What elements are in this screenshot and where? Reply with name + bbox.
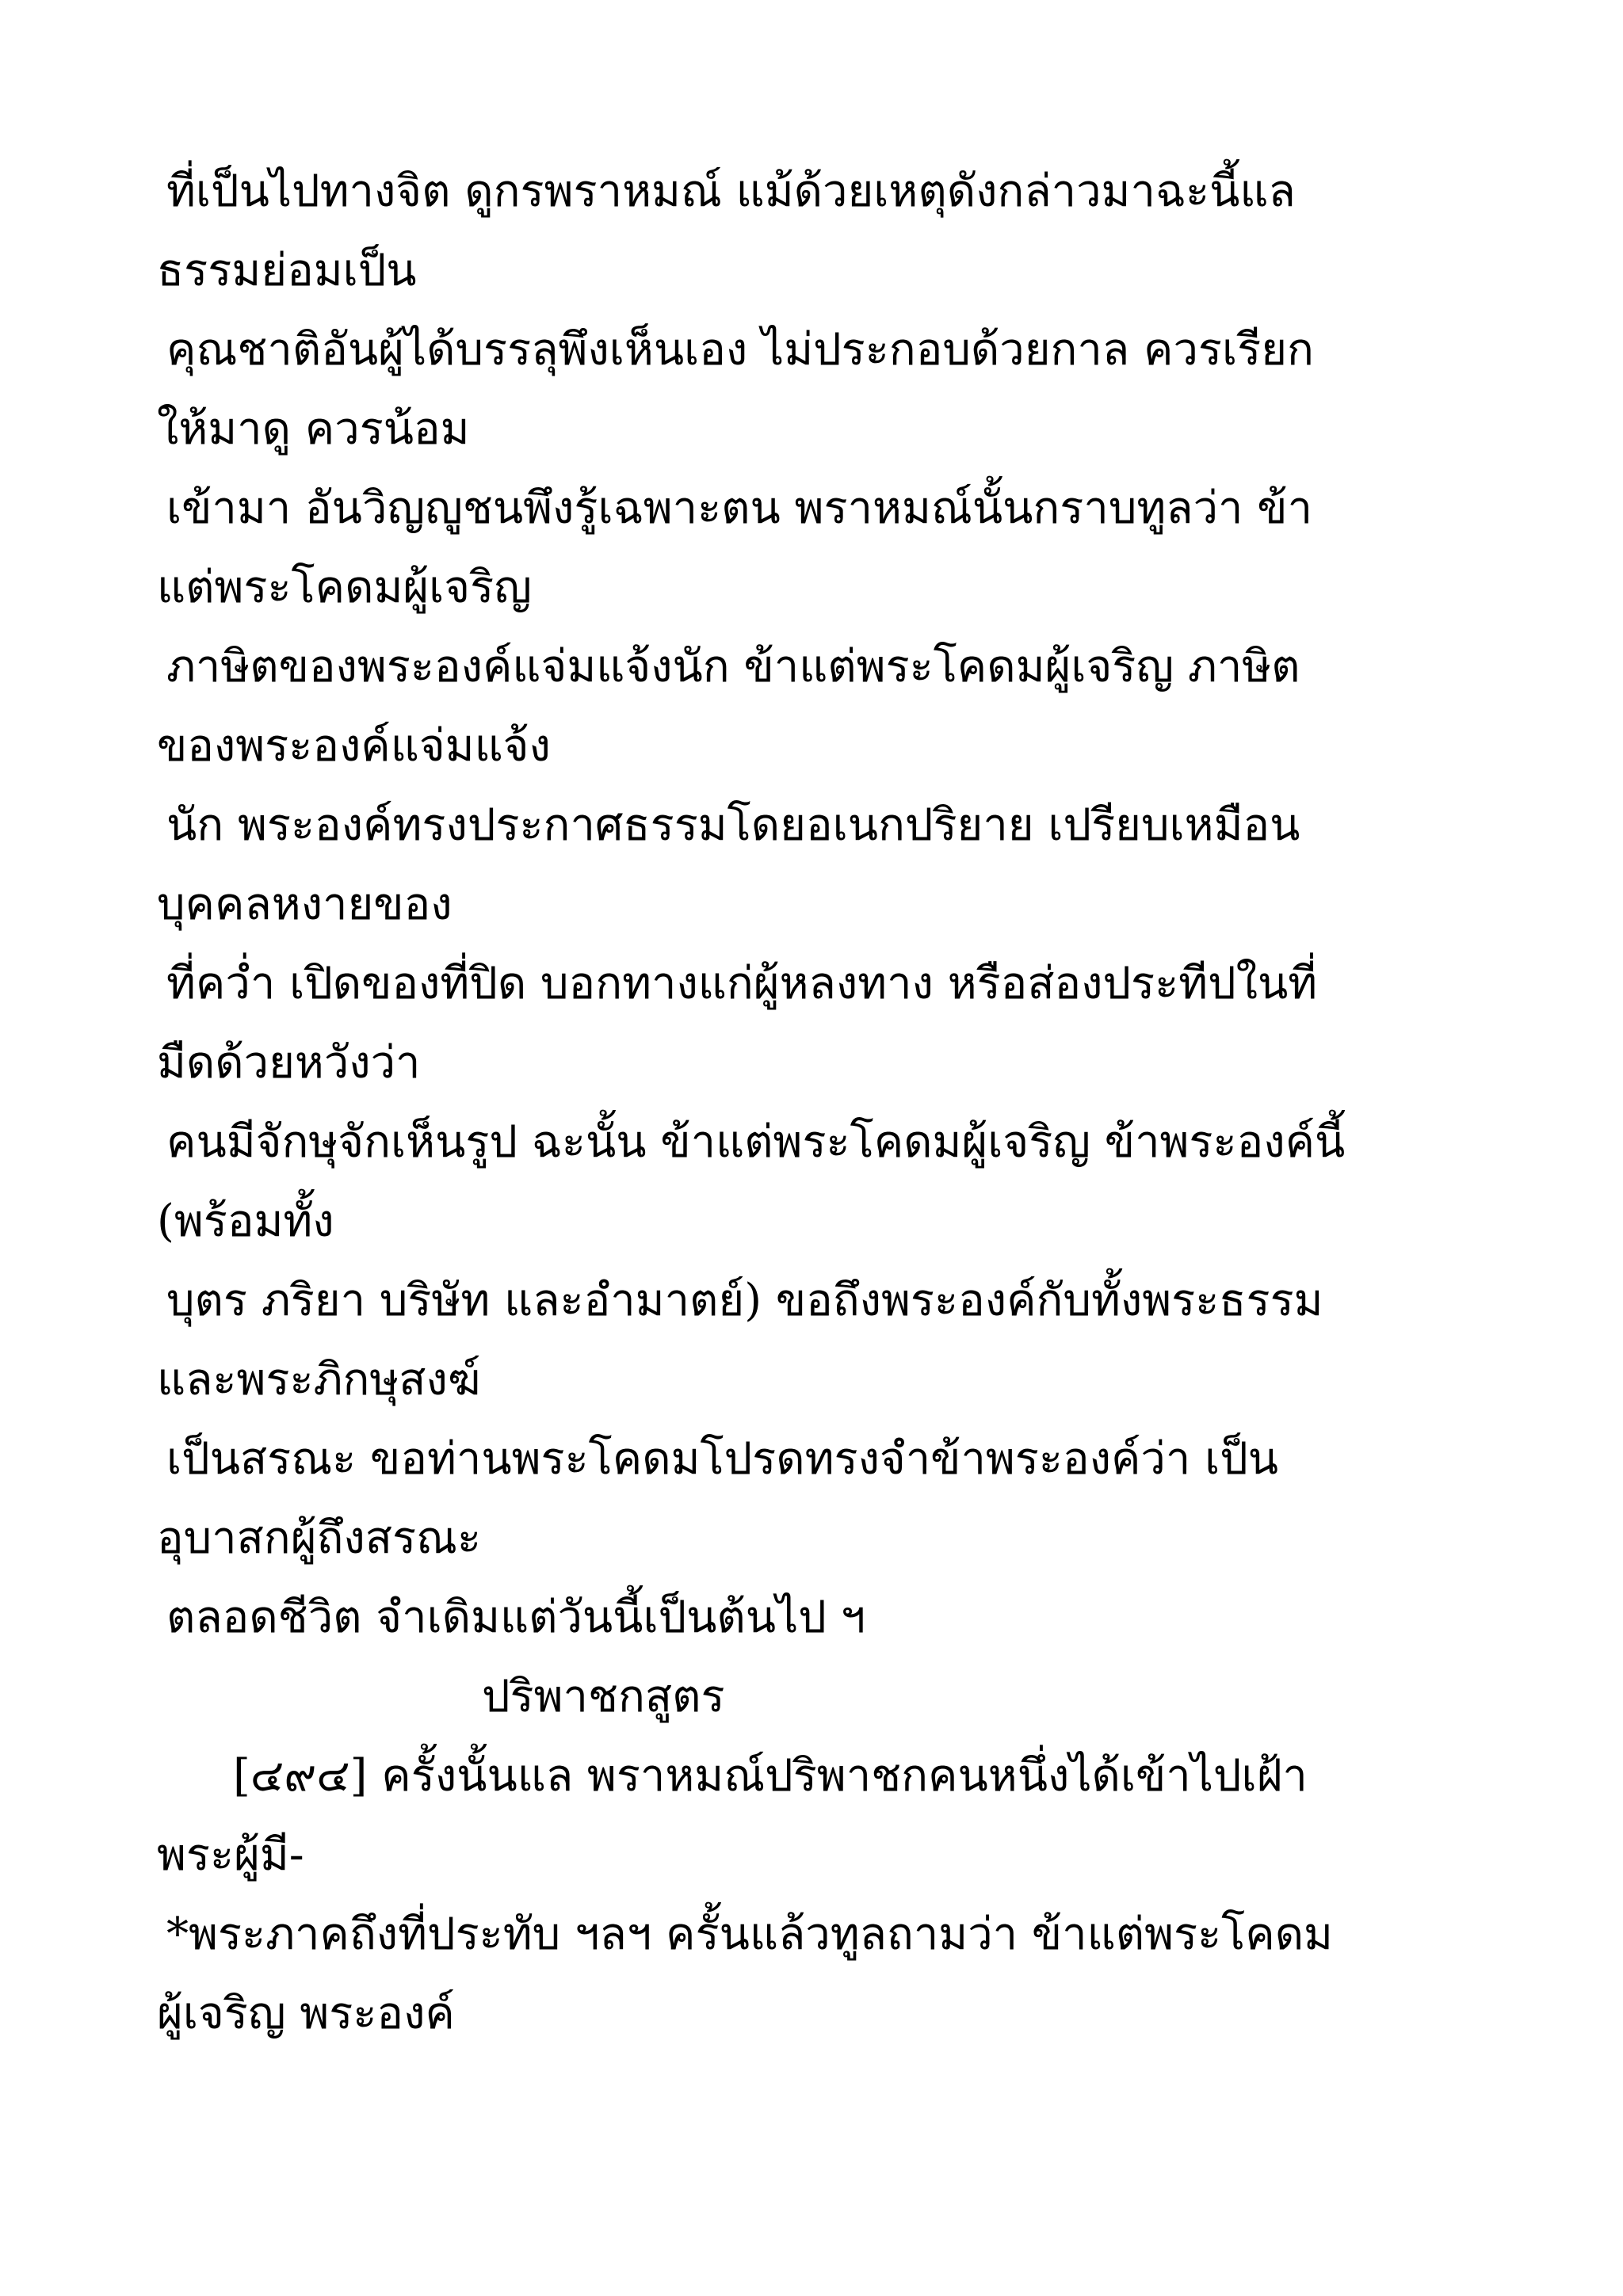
text-line: ธรรมย่อมเป็น: [157, 245, 417, 296]
paragraph-line: [๔๙๔] ครั้งนั้นแล พราหมณ์ปริพาชกคนหนึ่งได้เข้าไปเฝ้า: [233, 1750, 1308, 1802]
text-line: ของพระองค์แจ่มแจ้ง: [157, 720, 551, 772]
text-line: ตลอดชีวิต จำเดิมแต่วันนี้เป็นต้นไป ฯ: [166, 1592, 866, 1643]
text-line: ให้มาดู ควรน้อม: [157, 403, 470, 455]
text-line: คุณชาติอันผู้ได้บรรลุพึงเห็นเอง ไม่ประกอบด้วยกาล ควรเรียก: [166, 324, 1314, 376]
text-line: อุบาสกผู้ถึงสรณะ: [157, 1512, 482, 1564]
text-line: เข้ามา อันวิญญูชนพึงรู้เฉพาะตน พราหมณ์นั้นกราบทูลว่า ข้า: [166, 482, 1313, 534]
text-line: บุตร ภริยา บริษัท และอำมาตย์) ขอถึงพระองค์กับทั้งพระธรรม: [166, 1275, 1323, 1326]
text-line: (พร้อมทั้ง: [157, 1196, 334, 1247]
paragraph-line: พระผู้มี-: [157, 1829, 304, 1881]
paragraph-line: *พระภาคถึงที่ประทับ ฯลฯ ครั้นแล้วทูลถามว่า ข้าแต่พระโคดม: [166, 1909, 1333, 1960]
document-body: [157, 152, 1488, 2054]
text-line: นัก พระองค์ทรงประกาศธรรมโดยอเนกปริยาย เปรียบเหมือน: [166, 799, 1300, 851]
text-line: มืดด้วยหวังว่า: [157, 1037, 421, 1089]
text-line: ที่คว่ำ เปิดของที่ปิด บอกทางแก่ผู้หลงทาง หรือส่องประทีปในที่: [166, 958, 1318, 1009]
text-line: คนมีจักษุจักเห็นรูป ฉะนั้น ข้าแต่พระโคดมผู้เจริญ ข้าพระองค์นี้: [166, 1116, 1346, 1168]
text-line: บุคคลหงายของ: [157, 879, 453, 930]
paragraph-line: ผู้เจริญ พระองค์: [157, 1988, 455, 2039]
text-line: และพระภิกษุสงฆ์: [157, 1354, 481, 1405]
text-line: แต่พระโคดมผู้เจริญ: [157, 562, 532, 613]
text-line: เป็นสรณะ ขอท่านพระโคดมโปรดทรงจำข้าพระองค์ว่า เป็น: [166, 1433, 1279, 1485]
text-line: ที่เป็นไปทางจิต ดูกรพราหมณ์ แม้ด้วยเหตุดังกล่าวมาฉะนี้แล: [166, 166, 1296, 217]
section-title: ปริพาชกสูตร: [482, 1671, 725, 1722]
text-line: ภาษิตของพระองค์แจ่มแจ้งนัก ข้าแต่พระโคดมผู้เจริญ ภาษิต: [166, 641, 1300, 692]
